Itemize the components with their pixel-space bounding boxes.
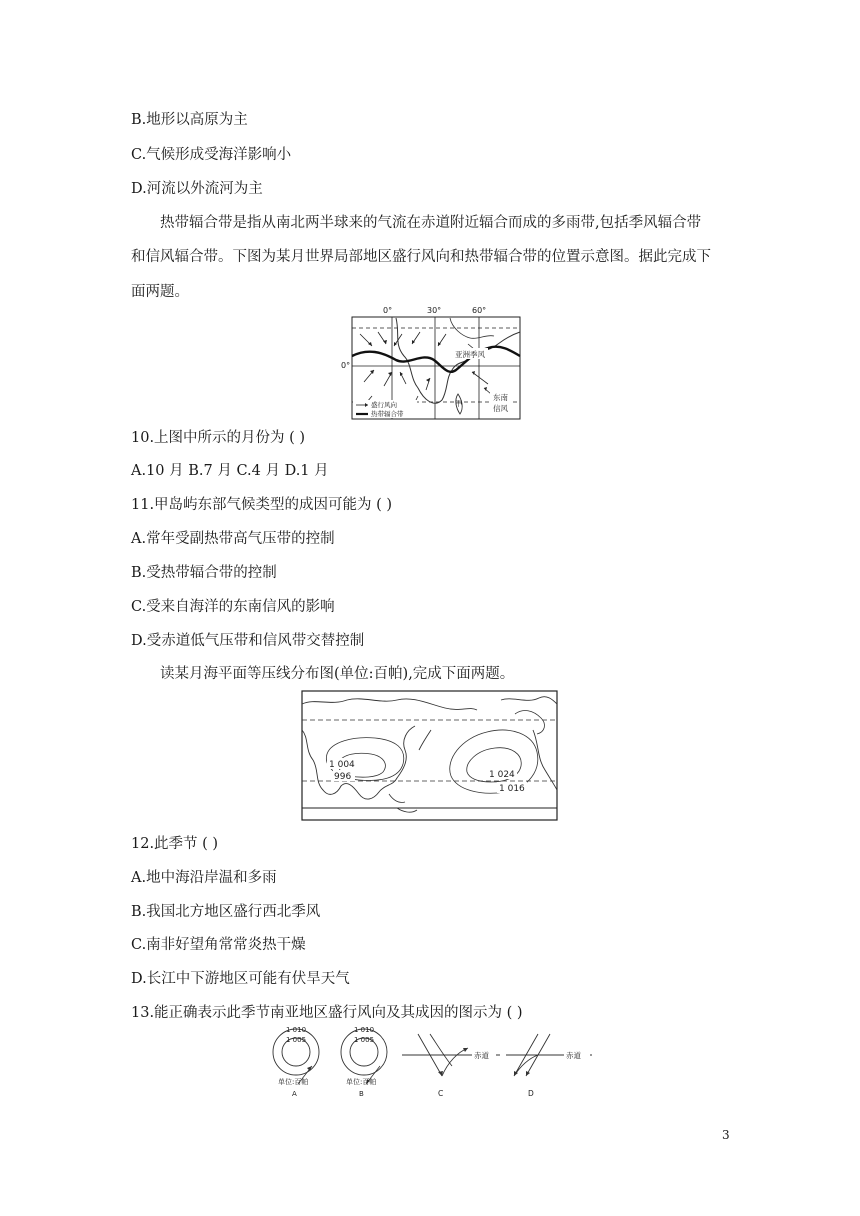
lon-label-30: 30° [427,306,442,315]
q12-option-a: A.地中海沿岸温和多雨 [131,870,277,886]
isobar-map [301,690,559,822]
label-island-jia: 甲 [455,399,463,408]
fig-a-inner: 1 005 [286,1036,307,1044]
figure-a [273,1026,319,1098]
q12-option-c: C.南非好望角常常炎热干燥 [131,937,306,953]
q13-figures [262,1022,598,1104]
fig-d-letter: D [528,1089,534,1098]
fig-b-outer: 1 010 [354,1026,375,1034]
q9-option-d: D.河流以外流河为主 [131,181,263,197]
q12-option-b: B.我国北方地区盛行西北季风 [131,904,321,920]
q12-stem: 12.此季节 ( ) [131,836,219,852]
q10-stem: 10.上图中所示的月份为 ( ) [131,430,306,446]
intro1-line1: 热带辐合带是指从南北两半球来的气流在赤道附近辐合而成的多雨带,包括季风辐合带 [160,215,702,231]
q12-option-d: D.长江中下游地区可能有伏旱天气 [131,971,350,987]
q9-option-c: C.气候形成受海洋影响小 [131,147,292,163]
fig-d-equator: 赤道 [566,1051,581,1060]
figure-b [341,1026,387,1098]
isobar-1024: 1 024 [489,770,515,780]
figure-c [402,1034,500,1098]
fig-a-outer: 1 010 [286,1026,307,1034]
fig-a-letter: A [292,1090,297,1098]
q11-option-d: D.受赤道低气压带和信风带交替控制 [131,633,365,649]
q11-stem: 11.甲岛屿东部气候类型的成因可能为 ( ) [131,497,393,513]
isobar-1004: 1 004 [329,760,355,770]
q11-option-b: B.受热带辐合带的控制 [131,565,277,581]
legend-wind: 盛行风向 [371,401,397,409]
page-number: 3 [722,1128,730,1142]
intro1-line2: 和信风辐合带。下图为某月世界局部地区盛行风向和热带辐合带的位置示意图。据此完成下 [131,249,711,265]
q11-option-c: C.受来自海洋的东南信风的影响 [131,599,335,615]
lon-label-0: 0° [383,306,393,315]
fig-b-inner: 1 005 [354,1036,375,1044]
fig-a-unit: 单位:百帕 [278,1078,309,1086]
intro1-line3: 面两题。 [131,284,189,300]
label-se-trade-1: 东南 [493,393,508,402]
isobar-1016: 1 016 [499,784,525,794]
fig-c-letter: C [438,1089,444,1098]
fig-b-unit: 单位:百帕 [346,1078,377,1086]
q9-option-b: B.地形以高原为主 [131,112,248,128]
fig-b-letter: B [359,1090,364,1098]
label-asia-monsoon: 亚洲季风 [455,350,485,359]
q13-stem: 13.能正确表示此季节南亚地区盛行风向及其成因的图示为 ( ) [131,1005,523,1021]
legend-itcz: 热带辐合带 [371,410,404,418]
figure-d [506,1034,592,1098]
q10-options: A.10 月 B.7 月 C.4 月 D.1 月 [131,463,329,479]
lon-label-60: 60° [472,306,487,315]
intro2: 读某月海平面等压线分布图(单位:百帕),完成下面两题。 [160,666,515,682]
lat-label-0: 0° [341,361,351,370]
label-se-trade-2: 信风 [493,404,508,413]
q11-option-a: A.常年受副热带高气压带的控制 [131,531,335,547]
itcz-map [338,304,528,422]
fig-c-equator: 赤道 [474,1051,489,1060]
isobar-996: 996 [334,772,352,782]
